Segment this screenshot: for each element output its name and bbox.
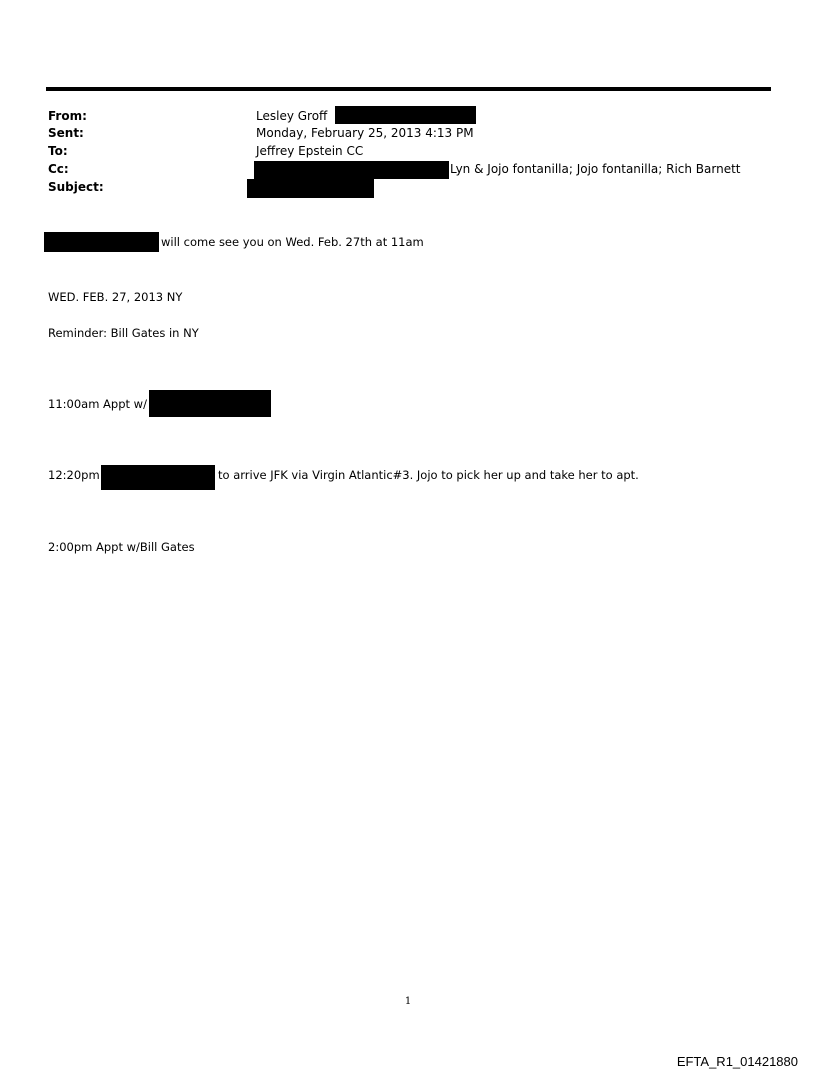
body-line-arrival: to arrive JFK via Virgin Atlantic#3. Jojo to pick her up and take her to apt.	[218, 468, 639, 482]
body-line-visit: will come see you on Wed. Feb. 27th at 11am	[161, 235, 424, 249]
body-line-reminder: Reminder: Bill Gates in NY	[48, 326, 199, 340]
subject-label: Subject:	[48, 180, 104, 194]
sent-label: Sent:	[48, 126, 84, 140]
body-line-date: WED. FEB. 27, 2013 NY	[48, 290, 183, 304]
page-number: 1	[404, 996, 412, 1007]
body-line-time-1220: 12:20pm	[48, 468, 100, 482]
redaction-cc-recipients	[254, 161, 449, 179]
document-id: EFTA_R1_01421880	[676, 1054, 798, 1069]
redaction-arrival-name	[101, 465, 215, 490]
from-label: From:	[48, 109, 87, 123]
redaction-from-email	[335, 106, 476, 124]
to-value: Jeffrey Epstein CC	[256, 144, 364, 158]
sent-value: Monday, February 25, 2013 4:13 PM	[256, 126, 474, 140]
body-line-appt-1100: 11:00am Appt w/	[48, 397, 147, 411]
from-value: Lesley Groff	[256, 109, 328, 123]
to-label: To:	[48, 144, 68, 158]
redaction-subject	[247, 179, 374, 198]
cc-value: Lyn & Jojo fontanilla; Jojo fontanilla; Rich Barnett	[450, 162, 741, 176]
header-divider	[46, 87, 771, 91]
body-line-appt-1400: 2:00pm Appt w/Bill Gates	[48, 540, 195, 554]
redaction-body-name	[44, 232, 159, 252]
cc-label: Cc:	[48, 162, 69, 176]
redaction-appt-name	[149, 390, 271, 417]
